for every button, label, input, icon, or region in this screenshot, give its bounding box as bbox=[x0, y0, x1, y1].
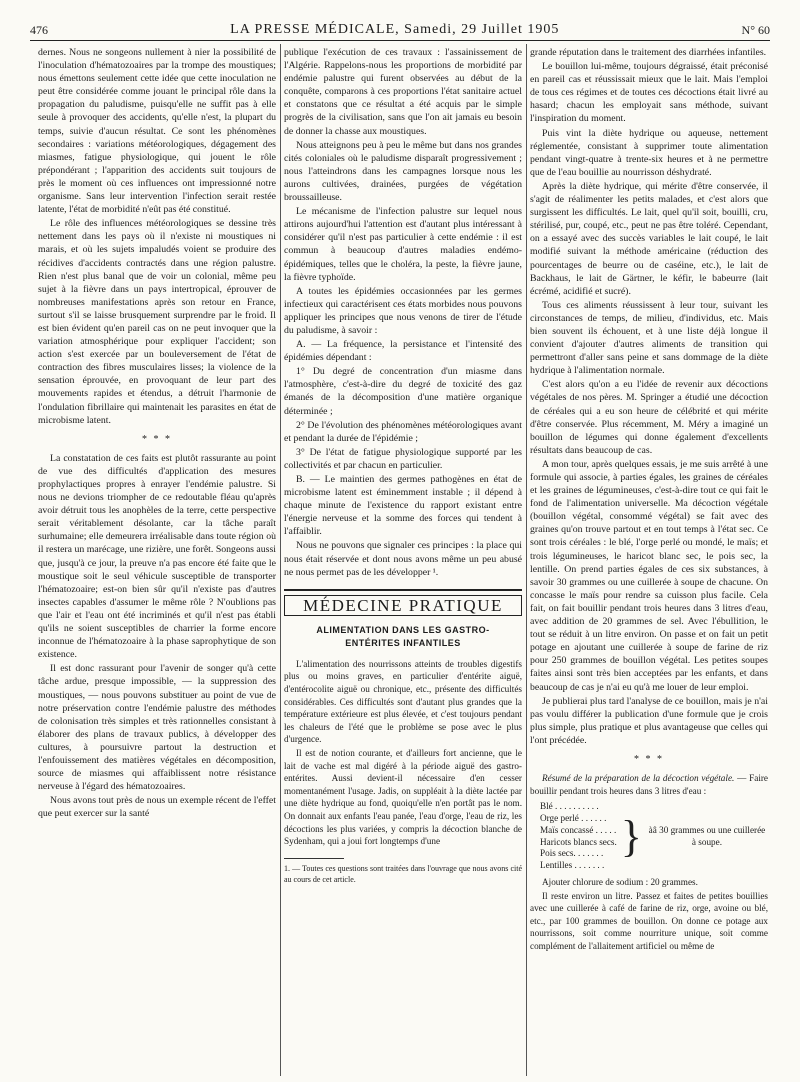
issue-number: N° 60 bbox=[741, 23, 770, 37]
paragraph: A mon tour, après quelques essais, je me suis arrêté à une formule qui associe, à parties égales, les graines de céréales et les graines de légumineuses, c'est-à-dire tout ce qui fait le fond de l'alimentation universelle. Ma décoction végétale (bouillon végétal, consommé végétal) se fait avec des graines qu'on trouve partout et en tout temps à l'état sec. Ce sont trois céréales : le blé, l'orge perlé ou mondé, le maïs; et trois légumineuses, le haricot blanc sec, le pois sec, la lentille. On prend parties égales de ces six substances, à savoir 30 grammes ou une cuillerée à soupe de chacune. On concasse le maïs pour rendre sa cuisson plus facile. Cela fait, on fait bouillir pendant trois heures dans 3 litres d'eau, avec addition de 20 grammes de sel. Avec l'ébullition, le tout se réduit à un litre environ. On passe et on fait un petit potage en ajoutant une cuillerée à soupe de farine de riz pour 250 grammes de bouillon végétal. Les petites soupes faites ainsi sont très bien acceptées par les enfants, et dans beaucoup de cas je n'ai eu qu'à me louer de leur emploi. bbox=[530, 458, 768, 693]
ingredient: Blé . . . . . . . . . . bbox=[540, 801, 599, 812]
paragraph: La constatation de ces faits est plutôt rassurante au point de vue des difficultés d'application des mesures prophylactiques propres à enrayer l'endémie palustre. Si nous ne devions triompher de ce redoutable fléau qu'après avoir détruit tous les anophèles de la terre, cette perspective serait véritablement désolante, car la tâche paraît surhumaine; elle demeurera irréalisable dans toute région où il restera un marécage, une rizière, une forêt. Songeons aussi que, jusqu'à ce jour, la preuve n'a pas encore été faite que le moustique soit le seul véhicule susceptible de transporter l'hématozoaire; est-on bien sûr qu'il n'existe pas d'autres insectes capables d'assumer le même rôle ? N'oublions pas que l'air et l'eau ont été incriminés et qu'il n'est pas établi qu'ils ne soient susceptibles de charrier la forme encore inconnue de l'hématozoaire à la phase saprophytique de son existence. bbox=[38, 452, 276, 661]
journal-title: LA PRESSE MÉDICALE, Samedi, 29 Juillet 1905 bbox=[230, 22, 560, 37]
column-2 bbox=[284, 46, 522, 1076]
section-stars: * * * bbox=[634, 753, 664, 765]
footnote: 1. — Toutes ces questions sont traitées dans l'ouvrage que nous avons cité au cours de cet article. bbox=[284, 863, 522, 884]
recipe-instructions: — Faire bouillir pendant trois heures dans 3 litres d'eau : bbox=[530, 773, 768, 796]
ingredient: Haricots blancs secs. bbox=[540, 836, 617, 847]
paragraph: B. — Le maintien des germes pathogènes en état de microbisme latent est éminemment instable ; il dépend à chaque minute de l'existence du rapport existant entre l'énergie nerveuse et la somme des forces qui tendent à l'affaiblir. bbox=[284, 474, 522, 538]
paragraph: 2° De l'évolution des phénomènes météorologiques avant et pendant la durée de l'épidémie ; bbox=[284, 419, 522, 444]
rubric-rule bbox=[284, 589, 522, 591]
page-header bbox=[30, 12, 770, 41]
paragraph: Tous ces aliments réussissent à leur tour, suivant les circonstances de temps, de milieu, d'individus, etc. Mais bien souvent ils échouent, et à une liste déjà longue il convient d'ajouter d'autres aliments de transition qui permettront d'aller sans peine et sans dommage de la diète hydrique à l'alimentation normale. bbox=[530, 299, 768, 377]
ingredient-list bbox=[540, 801, 768, 872]
paragraph: A. — La fréquence, la persistance et l'intensité des épidémies dépendant : bbox=[284, 339, 522, 364]
paragraph: Après la diète hydrique, qui mérite d'être conservée, il s'agit de réalimenter les petits malades, et c'est alors que surgissent les difficultés. Le lait, quel qu'il soit, bouilli, cru, stérilisé, pur, coupé, etc., peut ne pas être toléré. Cependant, on a essayé avec des succès variables le lait coupé, le lait modifié suivant la méthode américaine (réduction des pourcentages de beurre ou de caséine, etc.), le lait de Backhaus, le lait de Gärtner, le kéfir, le babeurre (lait écrémé, acidifié et sucré). bbox=[530, 180, 768, 297]
paragraph: publique l'exécution de ces travaux : l'assainissement de l'Algérie. Rappelons-nous les proportions de morbidité par endémie palustre qui furent observées au début de la conquête, comparons à ces proportions l'état sanitaire actuel et constatons que ce résultat a été acquis par le simple progrès de la civilisation, sans que l'on ait jamais eu besoin de donner la chasse aux moustiques. bbox=[284, 47, 522, 137]
footnote-rule bbox=[284, 858, 344, 859]
paragraph: grande réputation dans le traitement des diarrhées infantiles. bbox=[530, 47, 767, 58]
paragraph: L'alimentation des nourrissons atteints de troubles digestifs plus ou moins graves, en particulier d'entérite aiguë, d'entérocolite aiguë ou chronique, etc., présente des difficultés considérables. Ces difficultés sont d'autant plus grandes que la température extérieure est plus élevée, et c'est toujours pendant les chaleurs de l'été que le problème se pose avec le plus d'urgence. bbox=[284, 658, 522, 745]
paragraph: Je publierai plus tard l'analyse de ce bouillon, mais je n'ai pas voulu différer la publication d'une formule que je crois plus simple, plus pratique et plus avantageuse que celles qui l'ont précédée. bbox=[530, 695, 768, 746]
ingredient: Maïs concassé . . . . . bbox=[540, 824, 617, 835]
paragraph: A toutes les épidémies occasionnées par les germes infectieux qui caractérisent ces états morbides nous pouvons appliquer les principes que nous venons de tirer de l'étude du paludisme, à savoir : bbox=[284, 285, 522, 336]
brace-symbol: } bbox=[620, 811, 642, 861]
rubric-heading: MÉDECINE PRATIQUE bbox=[284, 595, 522, 616]
column-3 bbox=[530, 46, 768, 1076]
paragraph: Nous ne pouvons que signaler ces principes : la place qui nous était réservée et dont nous avons même un peu abusé ne nous permet pas de les développer ¹. bbox=[284, 540, 522, 578]
article-title: ALIMENTATION DANS LES GASTRO-ENTÉRITES INFANTILES bbox=[316, 624, 490, 648]
column-1 bbox=[38, 46, 276, 1076]
section-stars: * * * bbox=[142, 433, 172, 445]
page-number: 476 bbox=[30, 23, 48, 37]
recipe-summary bbox=[530, 772, 768, 797]
paragraph: Nous atteignons peu à peu le même but dans nos grandes cités coloniales où le paludisme disparaît progressivement ; nous l'atteindrons dans les campagnes lorsque nous les aurons cultivées, drainées, purgées de végétation broussailleuse. bbox=[284, 139, 522, 204]
paragraph: 1° Du degré de concentration d'un miasme dans l'atmosphère, c'est-à-dire du degré de toxicité des gaz émanés de la décomposition d'une matière organique déterminée ; bbox=[284, 366, 522, 417]
ingredient-quantity: àâ 30 grammes ou une cuillerée à soupe. bbox=[648, 824, 766, 847]
salt-instruction: Ajouter chlorure de sodium : 20 grammes. bbox=[542, 877, 698, 888]
paragraph: dernes. Nous ne songeons nullement à nier la possibilité de l'inoculation d'hématozoaires par la trompe des moustiques; nous émettons seulement cette idée que cette inoculation ne peut être considérée comme jouant le principal rôle dans la propagation du paludisme, puisqu'elle ne suffit pas à elle seule à provoquer des accidents, qu'elle n'est, la plupart du temps, suivie d'aucun résultat. Ce sont les phénomènes secondaires : variations météorologiques, dégagement des miasmes, fatigue physiologique, qui jouent le rôle prépondérant ; l'apparition des accidents suit toujours de près le moment où ces influences ont impressionné notre organisme. Sans leur intervention l'infection serait restée latente, l'état de morbidité n'eût pas été constitué. bbox=[38, 47, 276, 216]
paragraph: Le mécanisme de l'infection palustre sur lequel nous attirons aujourd'hui l'attention est d'autant plus intéressant à considérer qu'il n'est pas particulier à cette endémie : il est commun à beaucoup d'autres maladies endémo-épidémiques, telles que le choléra, la peste, la fièvre jaune, la fièvre typhoïde. bbox=[284, 206, 522, 283]
paragraph: Le bouillon lui-même, toujours dégraissé, était préconisé en pareil cas et réussissait mieux que le lait. Mais l'emploi de tous ces régimes et de toutes ces décoctions était livré au hasard; chacun les employait sans méthode, suivant l'inspiration du moment. bbox=[530, 61, 768, 125]
paragraph: Le rôle des influences météorologiques se dessine très nettement dans les pays où il n'existe ni moustiques ni marais, et où les sujets impaludés voient se produire des récidives d'accidents contractés dans une région palustre. Rien n'est plus banal que de voir un colonial, même peu sujet à la fièvre dans un pays intertropical, éprouver de nombreuses manifestations après son retour en France, surtout s'il se laisse brusquement surprendre par le froid. Il est bien évident qu'en pareil cas on ne peut invoquer que la variation atmosphérique pour expliquer l'accident; son action s'est exercée par un bouleversement de l'état de contraction des fibres musculaires lisses; la violence de la sensation éprouvée, en provoquant de leur part des mouvements rapides et étendus, a détruit l'harmonie de l'ondulation fibrillaire qui maintenait les parasites en état de microbisme latent. bbox=[38, 218, 276, 426]
paragraph: Il est de notion courante, et d'ailleurs fort ancienne, que le lait de vache est mal digéré à la période aiguë des gastro-entérites. Aussi devient-il nécessaire d'en cesser momentanément l'usage. Jadis, on suppléait à la diète lactée par une diète hydrique au fond, quoiqu'elle n'en portât pas le nom. On donnait aux enfants l'eau panée, l'eau d'orge, l'eau de riz, les décoctions les plus variées, y compris la décoction blanche de Sydenham, qui a joui fort longtemps d'une bbox=[284, 748, 522, 847]
ingredient: Pois secs. . . . . . . bbox=[540, 848, 604, 859]
paragraph: 3° De l'état de fatigue physiologique supporté par les collectivités et par chacun en particulier. bbox=[284, 446, 522, 471]
paragraph: Il reste environ un litre. Passez et faites de petites bouillies avec une cuillerée à café de farine de riz, orge, avoine ou blé, etc., par 100 grammes de bouillon. On donne ce potage aux nourrissons, soit comme nourriture unique, soit comme complément de l'allaitement artificiel ou même de bbox=[530, 890, 768, 951]
column-divider bbox=[280, 44, 281, 1076]
ingredient: Lentilles . . . . . . . bbox=[540, 860, 605, 871]
paragraph: Puis vint la diète hydrique ou aqueuse, nettement réglementée, consistant à supprimer toute alimentation pendant vingt-quatre à trente-six heures et à ne permettre que de l'eau bouillie au nourrisson déshydraté. bbox=[530, 127, 768, 178]
ingredient: Orge perlé . . . . . . bbox=[540, 813, 607, 824]
paragraph: C'est alors qu'on a eu l'idée de revenir aux décoctions végétales de nos pères. M. Springer a étudié une décoction de céréales qui a eu son heure de célébrité et qui mérite d'être conservée. Plus récemment, M. Méry a imaginé un bouillon de légumes qui donne également d'excellents résultats dans beaucoup de cas. bbox=[530, 379, 768, 456]
recipe-title: Résumé de la préparation de la décoction végétale. bbox=[542, 773, 735, 784]
paragraph: Il est donc rassurant pour l'avenir de songer qu'à cette tâche ardue, presque impossible, — la suppression des moustiques, — nous pouvons substituer au point de vue de notre préservation contre l'endémie palustre des méthodes de colonisation très simples et très rationnelles consistant à élaborer des plans de travaux publics, à développer des cultures, à poursuivre partout la destruction et l'enfouissement des matières végétales en décomposition, source de miasmes qui affaiblissent notre résistance nerveuse à l'égard des hématozoaires. bbox=[38, 663, 276, 793]
ingredients bbox=[540, 801, 617, 872]
paragraph: Nous avons tout près de nous un exemple récent de l'effet que peut exercer sur la santé bbox=[38, 795, 276, 820]
column-divider bbox=[526, 44, 527, 1076]
